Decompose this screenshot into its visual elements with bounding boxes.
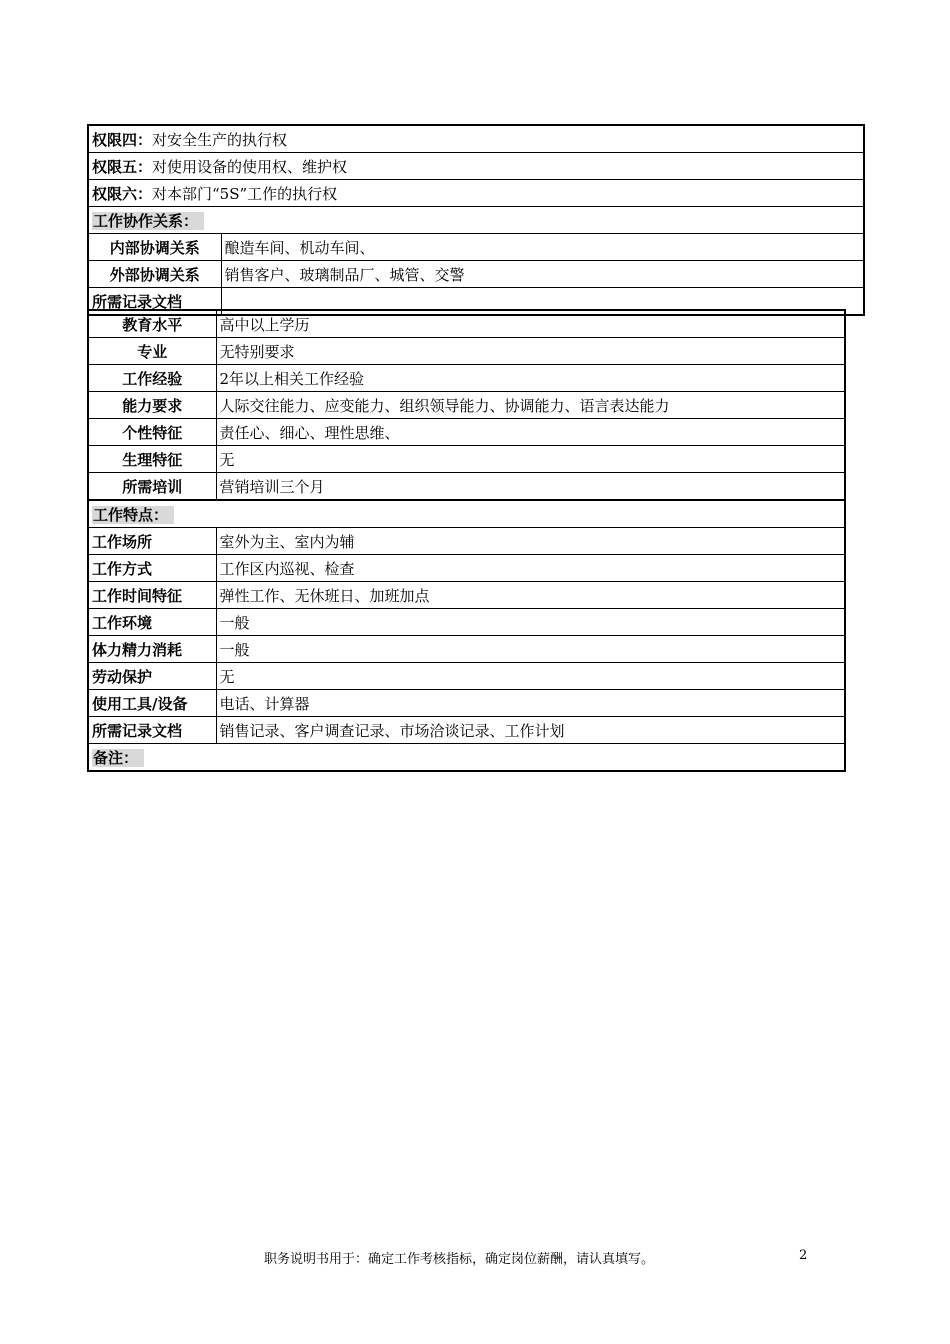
authority-label: 权限四： xyxy=(92,130,153,149)
authority-text: 对使用设备的使用权、维护权 xyxy=(152,157,348,176)
authority-text: 对本部门“5S”工作的执行权 xyxy=(152,184,338,203)
work-feature-row xyxy=(88,528,845,555)
qualification-row xyxy=(88,446,845,473)
work-feature-label: 体力精力消耗 xyxy=(88,636,216,663)
work-feature-row xyxy=(88,609,845,636)
page-number: 2 xyxy=(799,1248,808,1263)
footer-note: 职务说明书用于：确定工作考核指标，确定岗位薪酬，请认真填写。 xyxy=(264,1252,655,1267)
work-feature-label: 所需记录文档 xyxy=(88,717,216,744)
work-feature-row xyxy=(88,717,845,744)
work-feature-value: 一般 xyxy=(216,636,845,663)
remarks-heading: 备注： xyxy=(92,749,144,767)
authority-row xyxy=(88,153,864,180)
work-feature-value: 电话、计算器 xyxy=(216,690,845,717)
work-feature-value: 室外为主、室内为辅 xyxy=(216,528,845,555)
section-heading-row xyxy=(88,500,845,528)
work-feature-value: 无 xyxy=(216,663,845,690)
authority-cooperation-table xyxy=(87,124,865,316)
qualification-value: 无特别要求 xyxy=(216,338,845,365)
authority-text: 对安全生产的执行权 xyxy=(152,130,288,149)
qualification-row xyxy=(88,310,845,338)
work-feature-label: 工作方式 xyxy=(88,555,216,582)
qualification-value: 人际交往能力、应变能力、组织领导能力、协调能力、语言表达能力 xyxy=(216,392,845,419)
authority-label: 权限五： xyxy=(92,157,153,176)
work-feature-row xyxy=(88,555,845,582)
qualification-row xyxy=(88,392,845,419)
remarks-row xyxy=(88,744,845,772)
qualification-label: 生理特征 xyxy=(88,446,216,473)
qualification-row xyxy=(88,473,845,501)
qualification-value: 高中以上学历 xyxy=(216,310,845,338)
qualification-label: 教育水平 xyxy=(88,310,216,338)
work-feature-label: 工作时间特征 xyxy=(88,582,216,609)
authority-row xyxy=(88,180,864,207)
section-heading-row xyxy=(88,207,864,234)
qualification-row xyxy=(88,419,845,446)
qualification-label: 个性特征 xyxy=(88,419,216,446)
authority-label: 权限六： xyxy=(92,184,153,203)
internal-coordination-value: 酿造车间、机动车间、 xyxy=(221,234,864,261)
cooperation-heading: 工作协作关系： xyxy=(92,212,204,230)
work-feature-label: 工作场所 xyxy=(88,528,216,555)
work-feature-row xyxy=(88,690,845,717)
qualification-label: 工作经验 xyxy=(88,365,216,392)
qualification-value: 无 xyxy=(216,446,845,473)
internal-coordination-label: 内部协调关系 xyxy=(88,234,221,261)
qualification-label: 所需培训 xyxy=(88,473,216,501)
work-feature-label: 使用工具/设备 xyxy=(88,690,216,717)
work-feature-row xyxy=(88,663,845,690)
work-feature-value: 销售记录、客户调查记录、市场洽谈记录、工作计划 xyxy=(216,717,845,744)
records-label: 所需记录文档 xyxy=(88,288,221,316)
work-feature-label: 劳动保护 xyxy=(88,663,216,690)
qualification-value: 责任心、细心、理性思维、 xyxy=(216,419,845,446)
work-feature-value: 弹性工作、无休班日、加班加点 xyxy=(216,582,845,609)
work-feature-label: 工作环境 xyxy=(88,609,216,636)
qualification-value: 2年以上相关工作经验 xyxy=(216,365,845,392)
qualification-label: 能力要求 xyxy=(88,392,216,419)
work-feature-row xyxy=(88,636,845,663)
work-features-table xyxy=(87,499,846,772)
qualification-value: 营销培训三个月 xyxy=(216,473,845,501)
authority-row xyxy=(88,125,864,153)
cooperation-row xyxy=(88,234,864,261)
work-feature-value: 工作区内巡视、检查 xyxy=(216,555,845,582)
external-coordination-value: 销售客户、玻璃制品厂、城管、交警 xyxy=(221,261,864,288)
qualification-row xyxy=(88,365,845,392)
cooperation-row xyxy=(88,261,864,288)
qualification-row xyxy=(88,338,845,365)
work-features-heading: 工作特点： xyxy=(92,506,174,524)
qualifications-table xyxy=(87,309,846,501)
work-feature-row xyxy=(88,582,845,609)
qualification-label: 专业 xyxy=(88,338,216,365)
work-feature-value: 一般 xyxy=(216,609,845,636)
external-coordination-label: 外部协调关系 xyxy=(88,261,221,288)
